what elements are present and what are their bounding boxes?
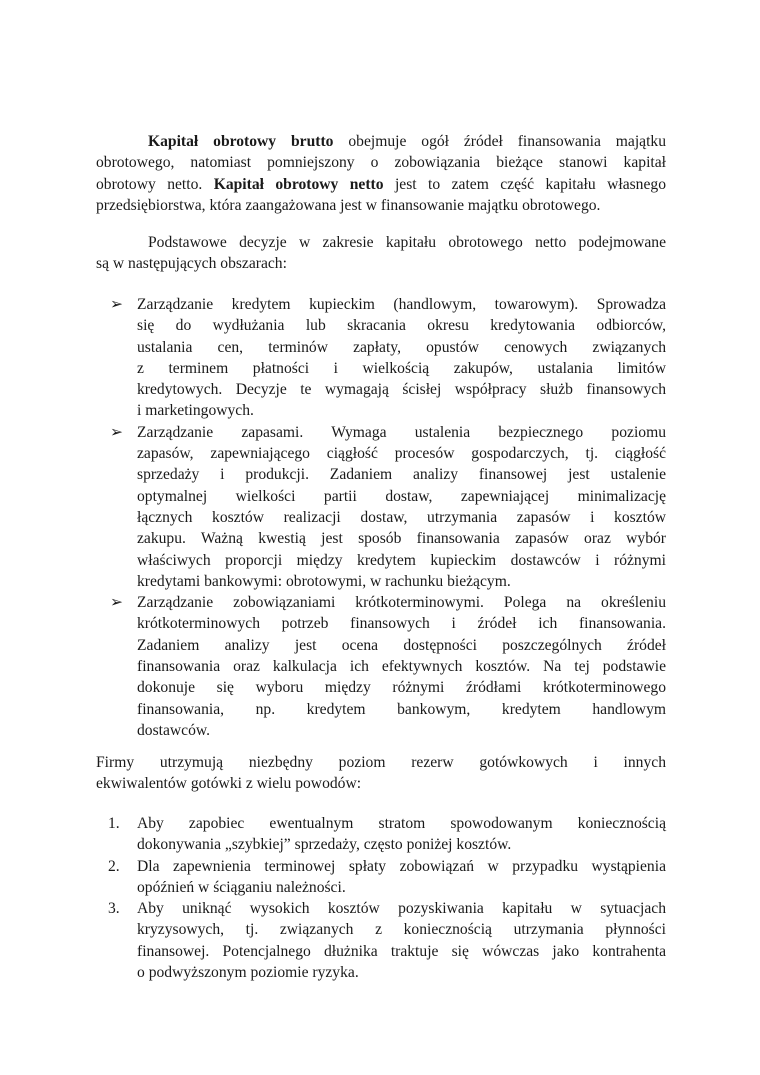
numbered-item [96,813,666,856]
text-line: kredytami bankowymi: obrotowymi, w rachunku bieżącym. [137,572,511,590]
text-line: Zadaniem analizy jest ocena dostępności poszczególnych źródeł [137,636,666,654]
text-line: się do wydłużania lub skracania okresu kredytowania odbiorców, [137,317,666,335]
text-line: kryzysowych, tj. związanych z koniecznością utrzymania płynności [137,921,666,939]
bullet-item [96,592,666,741]
numbered-item [96,898,666,983]
paragraph-basic-decisions [96,232,666,275]
text-line: są w następujących obszarach: [96,255,287,273]
text-line: finansowania, np. kredytem bankowym, kredytem handlowym [137,700,666,718]
item-number: 1. [108,815,120,832]
text-line: Aby zapobiec ewentualnym stratom spowodowanym koniecznością [137,815,666,832]
text-line: opóźnień w ściąganiu należności. [137,878,346,896]
text-line: krótkoterminowych potrzeb finansowych i źródeł ich finansowania. [137,615,666,633]
numbered-item [96,856,666,899]
bold-term: Kapitał obrotowy brutto [148,133,334,150]
text-line: właściwych proporcji między kredytem kupieckim dostawców i różnymi [137,551,666,569]
paragraph-cash-reserves [96,752,666,795]
text-line: i marketingowych. [137,402,254,420]
text-line: dokonywania „szybkiej” sprzedaży, często poniżej kosztów. [137,836,512,854]
text-line: finansowej. Potencjalnego dłużnika traktuje się wówczas jako kontrahenta [137,942,666,960]
bold-term: Kapitał obrotowy netto [213,175,384,193]
text-line: z terminem płatności i wielkością zakupów, ustalania limitów [137,359,666,377]
numbered-list [96,813,666,983]
text-line [96,131,666,152]
text-line: zapasów, zapewniającego ciągłość procesów gospodarczych, tj. ciągłość [137,445,666,463]
text-line: Dla zapewnienia terminowej spłaty zobowiązań w przypadku wystąpienia [137,857,666,875]
text-line: Firmy utrzymują niezbędny poziom rezerw gotówkowych i innych [96,754,666,771]
bullet-item [96,422,666,592]
text-line: Zarządzanie zapasami. Wymaga ustalenia bezpiecznego poziomu [137,423,666,441]
text-line: finansowania oraz kalkulacja ich efektywnych kosztów. Na tej podstawie [137,658,666,676]
arrow-bullet-icon: ➢ [110,594,124,612]
item-number: 3. [108,900,120,918]
text-line [96,174,666,195]
bullet-list [96,294,666,741]
text-line: ustalania cen, terminów zapłaty, opustów cenowych związanych [137,338,666,356]
text-line: przedsiębiorstwa, która zaangażowana jest w finansowanie majątku obrotowego. [96,196,601,214]
item-number: 2. [108,857,120,875]
text-line: Aby uniknąć wysokich kosztów pozyskiwania kapitału w sytuacjach [137,900,666,918]
text-line: optymalnej wielkości partii dostaw, zapewniającej minimalizację [137,487,666,505]
text-line: dokonuje się wyboru między różnymi źródłami krótkoterminowego [137,679,666,697]
text-line: o podwyższonym poziomie ryzyka. [137,964,359,982]
text-line: dostawców. [137,721,211,739]
text-line: Zarządzanie kredytem kupieckim (handlowym, towarowym). Sprowadza [137,296,666,313]
text-line: kredytowych. Decyzje te wymagają ścisłej współpracy służb finansowych [137,381,666,399]
text-line: ekwiwalentów gotówki z wielu powodów: [96,775,362,793]
text: jest to zatem część kapitału własnego [383,175,666,193]
text: obejmuje ogół źródeł finansowania majątku [333,133,667,150]
text-line: obrotowego, natomiast pomniejszony o zobowiązania bieżące stanowi kapitał [96,154,666,172]
text-line: łącznych kosztów realizacji dostaw, utrzymania zapasów i kosztów [137,508,666,526]
text-line: sprzedaży i produkcji. Zadaniem analizy finansowej jest ustalenie [137,466,666,484]
arrow-bullet-icon: ➢ [110,423,124,441]
text-line: Podstawowe decyzje w zakresie kapitału obrotowego netto podejmowane [148,234,666,251]
paragraph-working-capital-definition [96,131,666,216]
text-line: Zarządzanie zobowiązaniami krótkoterminowymi. Polega na określeniu [137,594,666,612]
arrow-bullet-icon: ➢ [110,296,124,313]
text-line: zakupu. Ważną kwestią jest sposób finansowania zapasów oraz wybór [137,530,666,548]
bullet-item [96,294,666,422]
text: obrotowy netto. [96,175,214,193]
